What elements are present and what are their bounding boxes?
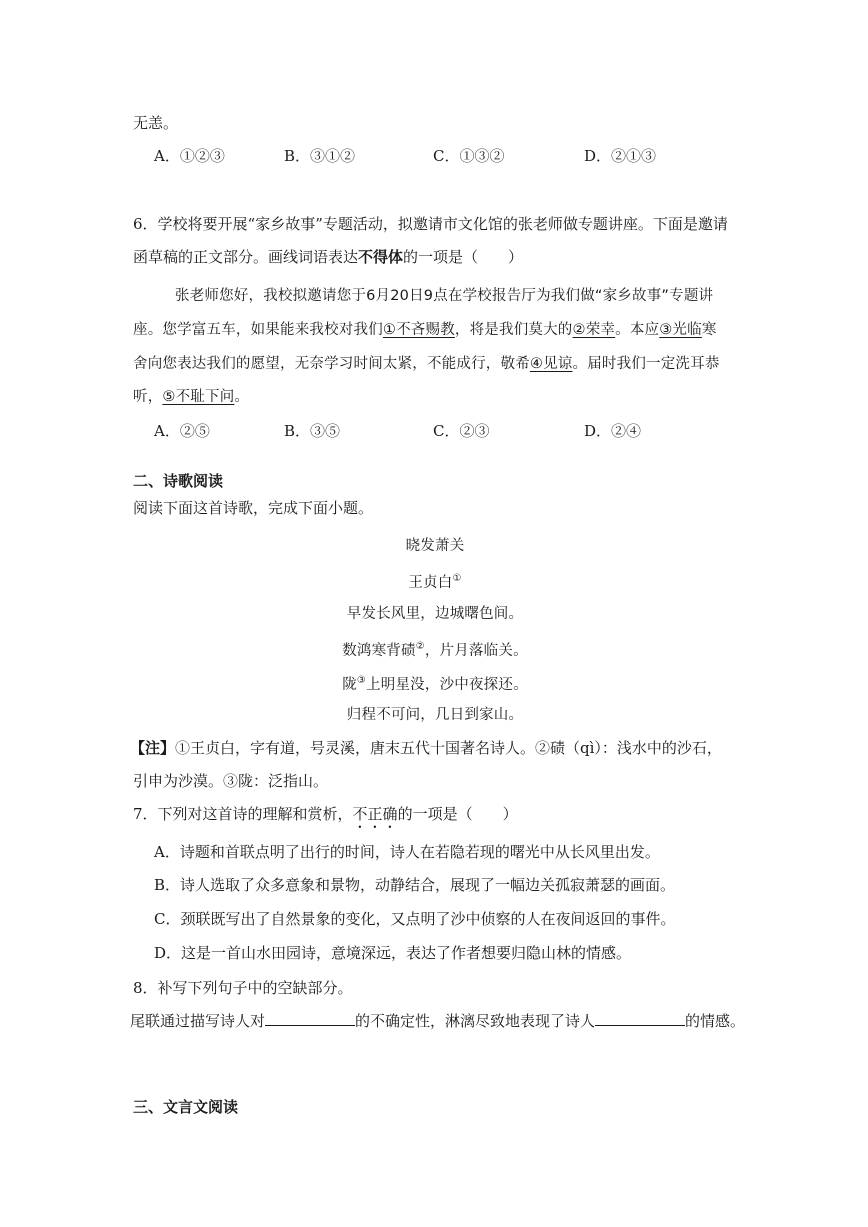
section3-heading: 三、文言文阅读 [133, 1098, 239, 1116]
poem-text: 陇 [342, 676, 357, 693]
q5-options [154, 146, 714, 166]
q6-option-d: D．②④ [584, 422, 642, 440]
letter-text: 座。您学富五车，如果能来我校对我们 [133, 322, 383, 338]
poem-line4: 归程不可问，几日到家山。 [346, 707, 524, 723]
underlined-phrase-4: ④见谅 [529, 356, 573, 372]
poem-text: ，片月落临关。 [424, 642, 528, 659]
poem-title: 晓发萧关 [405, 538, 465, 554]
q7-stem [133, 804, 518, 832]
q8-stem: 8．补写下列句子中的空缺部分。 [133, 979, 353, 997]
q6-letter-line2 [133, 320, 717, 340]
q8-sentence [130, 1011, 745, 1031]
letter-text: 。本应 [615, 322, 660, 338]
q7-option-c: C．颈联既写出了自然景象的变化，又点明了沙中侦察的人在夜间返回的事件。 [154, 910, 676, 928]
poem-author-note: ① [452, 573, 462, 584]
letter-text: ，将是我们莫大的 [454, 322, 573, 338]
q6-letter-line3 [133, 354, 720, 374]
poem-line2 [133, 637, 737, 661]
q6-stem-line2 [133, 247, 523, 267]
notes-label: 【注】 [130, 739, 176, 757]
poem-author-name: 王贞白 [408, 574, 453, 591]
q6-stem-bold: 不得体 [358, 248, 404, 266]
q6-option-b: B．③⑤ [284, 422, 341, 440]
poem-line1: 早发长风里，边城曙色间。 [346, 606, 524, 622]
answer-blank-2[interactable] [595, 1011, 685, 1026]
section2-heading: 二、诗歌阅读 [133, 472, 224, 490]
q8-text: 的不确定性，淋漓尽致地表现了诗人 [355, 1012, 596, 1030]
q5-option-d: D．②①③ [584, 147, 657, 165]
notes-text: ①王贞白，字有道，号灵溪，唐末五代十国著名诗人。②碛（qì）：浅水中的沙石， [175, 739, 722, 757]
letter-text: 。 [234, 389, 250, 405]
q6-stem-text: 函草稿的正文部分。画线词语表达 [133, 248, 359, 266]
section2-intro: 阅读下面这首诗歌，完成下面小题。 [133, 499, 374, 517]
q6-letter-line4 [133, 387, 249, 407]
q6-stem-bracket: 的一项是（ ） [403, 248, 524, 266]
q7-stem-emphasis: 不正确 [352, 805, 398, 823]
q6-options [154, 421, 714, 441]
poem-notes-line1 [130, 738, 722, 758]
poem-notes-line2: 引申为沙漠。③陇：泛指山。 [133, 772, 329, 790]
q8-text: 尾联通过描写诗人对 [130, 1012, 266, 1030]
underlined-phrase-5: ⑤不耻下问 [162, 389, 235, 405]
underlined-phrase-3: ③光临 [659, 322, 702, 338]
q6-option-a: A．②⑤ [154, 422, 210, 440]
q5-option-b: B．③①② [284, 147, 356, 165]
q5-tail-text: 无恙。 [133, 114, 179, 132]
poem-note-marker: ② [415, 641, 425, 652]
q7-stem-bracket: 的一项是（ ） [397, 805, 518, 823]
q5-option-c: C．①③② [433, 147, 505, 165]
poem-text: 上明星没，沙中夜探还。 [366, 676, 528, 693]
underlined-phrase-1: ①不吝赐教 [382, 322, 455, 338]
poem-text: 数鸿寒背碛 [342, 642, 416, 659]
letter-text: 。届时我们一定洗耳恭 [572, 356, 720, 372]
q7-option-a: A．诗题和首联点明了出行的时间，诗人在若隐若现的曙光中从长风里出发。 [154, 843, 660, 861]
letter-text: 听， [133, 389, 163, 405]
q7-option-d: D．这是一首山水田园诗，意境深远，表达了作者想要归隐山林的情感。 [154, 944, 632, 962]
poem-author [133, 569, 737, 593]
q6-letter-line1: 张老师您好，我校拟邀请您于6月20日9点在学校报告厅为我们做“家乡故事”专题讲 [175, 288, 714, 304]
poem-note-marker: ③ [356, 675, 367, 686]
q7-option-b: B．诗人选取了众多意象和景物，动静结合，展现了一幅边关孤寂萧瑟的画面。 [154, 876, 676, 894]
answer-blank-1[interactable] [265, 1011, 355, 1026]
underlined-phrase-2: ②荣幸 [572, 322, 616, 338]
q7-stem-text: 7．下列对这首诗的理解和赏析， [133, 805, 353, 823]
letter-text: 舍向您表达我们的愿望，无奈学习时间太紧，不能成行，敬希 [133, 356, 530, 372]
q6-option-c: C．②③ [433, 422, 490, 440]
letter-text: 寒 [701, 322, 717, 338]
q5-option-a: A．①②③ [154, 147, 225, 165]
poem-line3 [133, 671, 737, 695]
q8-text: 的情感。 [685, 1012, 746, 1030]
q6-stem-line1: 6．学校将要开展“家乡故事”专题活动，拟邀请市文化馆的张老师做专题讲座。下面是邀请 [133, 215, 728, 233]
